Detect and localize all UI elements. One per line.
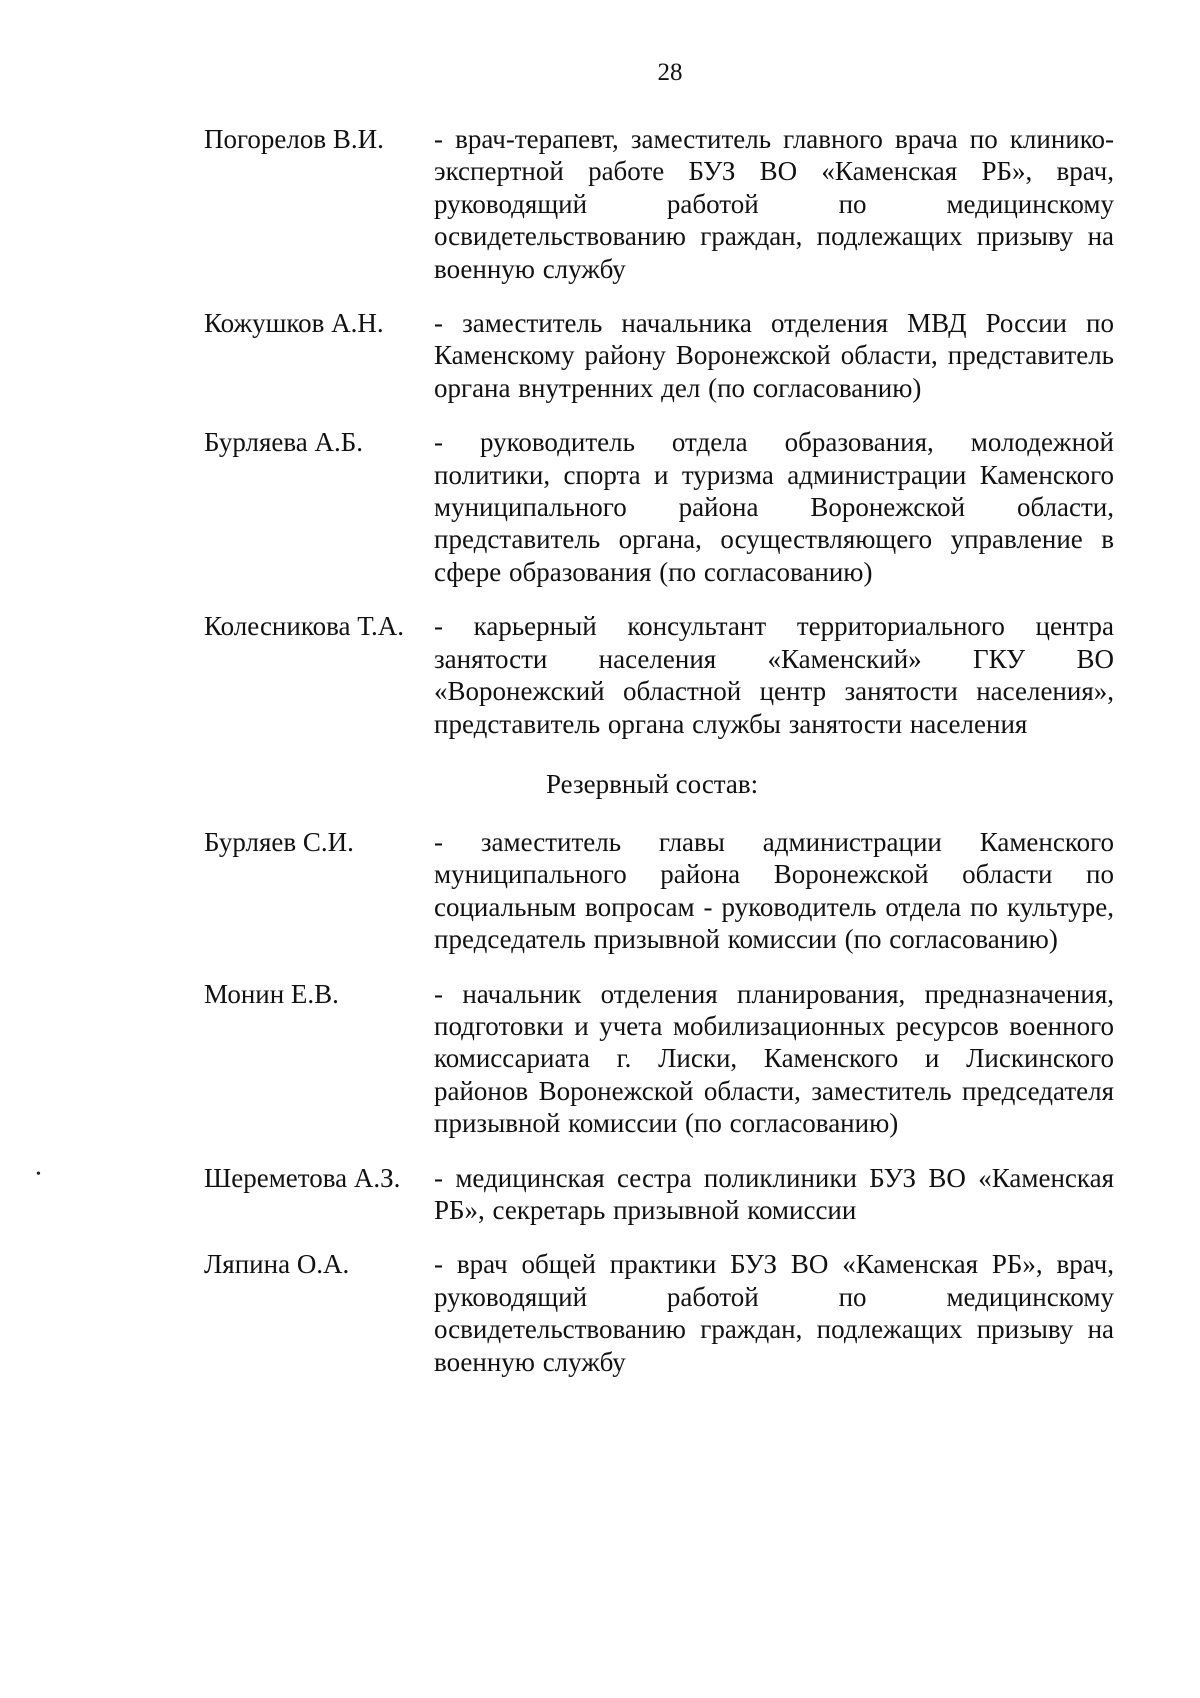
member-name: Колесникова Т.А. [204,611,404,642]
member-name: Шереметова А.З. [204,1162,401,1193]
member-description: - руководитель отдела образования, молодежной политики, спорта и туризма администрации Каменского муниципального района Воронежской области, представитель органа, осуществляющего управление в сфере образования (по согласованию) [434,427,1114,587]
member-entry [204,307,1114,404]
member-name: Ляпина О.А. [204,1249,350,1280]
member-description: - врач-терапевт, заместитель главного врача по клинико-экспертной работе БУЗ ВО «Каменская РБ», врач, руководящий работой по медицинскому освидетельствованию граждан, подлежащих призыву на военную службу [434,124,1114,284]
member-entry [204,826,1114,956]
member-name: Монин Е.В. [204,978,339,1009]
member-description: - начальник отделения планирования, предназначения, подготовки и учета мобилизационных ресурсов военного комиссариата г. Лиски, Каменского и Лискинского районов Воронежской области, заместитель председателя призывной комиссии (по согласованию) [434,978,1114,1139]
member-description: - карьерный консультант территориального центра занятости населения «Каменский» ГКУ ВО «Воронежский областной центр занятости населения», представитель органа службы занятости населения [434,611,1114,739]
member-entry [204,426,1114,588]
member-entry [204,610,1114,740]
member-name: Бурляев С.И. [204,826,354,857]
member-entry [204,123,1114,285]
member-name: Бурляева А.Б. [204,427,363,458]
page-number: 28 [657,59,683,86]
member-description: - заместитель начальника отделения МВД России по Каменскому району Воронежской области, представитель органа внутренних дел (по согласованию) [434,308,1114,403]
margin-dot-mark: • [36,1167,41,1182]
member-entry [204,1248,1114,1378]
member-description: - медицинская сестра поликлиники БУЗ ВО «Каменская РБ», секретарь призывной комиссии [434,1162,1114,1225]
member-name: Погорелов В.И. [204,124,384,154]
member-description: - заместитель главы администрации Каменского муниципального района Воронежской области по социальным вопросам - руководитель отдела по культуре, председатель призывной комиссии (по согласованию) [434,826,1114,955]
member-entry [204,978,1114,1140]
member-description: - врач общей практики БУЗ ВО «Каменская РБ», врач, руководящий работой по медицинскому освидетельствованию граждан, подлежащих призыву на военную службу [434,1249,1114,1377]
document-body [204,123,1114,1378]
reserve-heading: Резервный состав: [546,768,759,799]
member-name: Кожушков А.Н. [204,308,384,339]
member-entry [204,1162,1114,1227]
